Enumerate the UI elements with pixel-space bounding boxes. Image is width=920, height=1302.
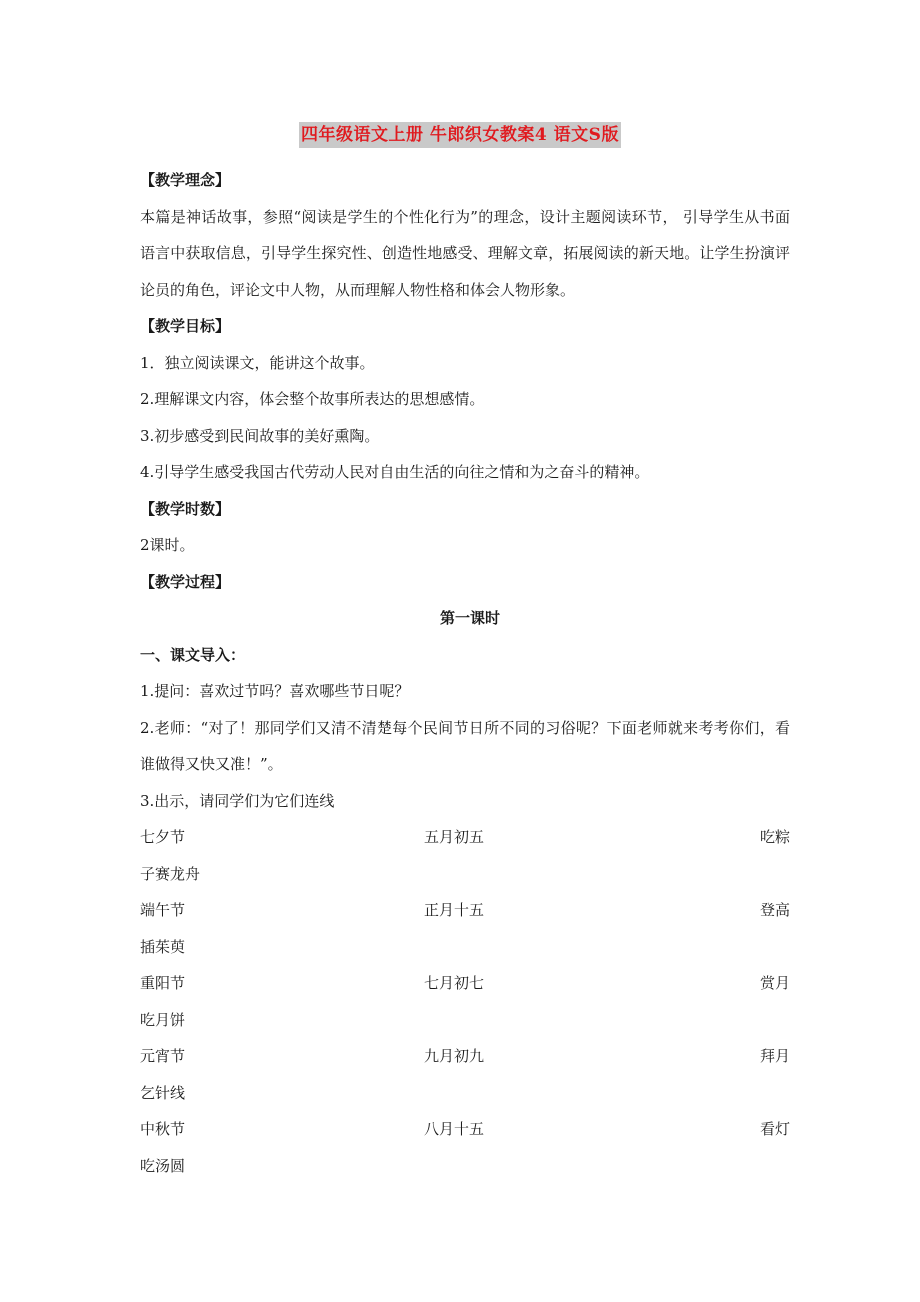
festival-custom: 登高 xyxy=(759,901,790,919)
festival-row xyxy=(140,819,790,856)
goal-item-1: 1．独立阅读课文，能讲这个故事。 xyxy=(140,353,375,372)
festival-name: 重阳节 xyxy=(140,974,186,992)
festival-row xyxy=(140,965,790,1002)
festival-date: 五月初五 xyxy=(424,828,485,846)
philosophy-heading: 【教学理念】 xyxy=(140,171,231,189)
goal-item-4: 4.引导学生感受我国古代劳动人民对自由生活的向往之情和为之奋斗的精神。 xyxy=(140,463,650,481)
festival-custom-continued: 插茱萸 xyxy=(140,937,186,956)
festival-custom-continued: 子赛龙舟 xyxy=(140,864,201,883)
festival-date: 正月十五 xyxy=(424,901,485,919)
philosophy-paragraph: 本篇是神话故事，参照“阅读是学生的个性化行为”的理念，设计主题阅读环节， 引导学生从书面语言中获取信息，引导学生探究性、创造性地感受、理解文章，拓展阅读的新天地。让学生扮演评论员的角色，评论文中人物，从而理解人物性格和体会人物形象。 xyxy=(140,207,791,299)
intro-heading: 一、课文导入： xyxy=(140,645,246,664)
festival-row xyxy=(140,892,790,929)
festival-custom: 赏月 xyxy=(759,974,790,992)
document-title: 四年级语文上册 牛郎织女教案4 语文S版 xyxy=(299,122,621,148)
step-2: 2.老师：“对了！那同学们又清不清楚每个民间节日所不同的习俗呢？下面老师就来考考你们，看谁做得又快又准！”。 xyxy=(140,718,790,773)
step-1: 1.提问：喜欢过节吗？喜欢哪些节日呢？ xyxy=(140,682,410,700)
festival-name: 元宵节 xyxy=(140,1047,186,1065)
festival-row xyxy=(140,1111,790,1148)
festival-date: 七月初七 xyxy=(424,974,485,992)
festival-name: 中秋节 xyxy=(140,1120,186,1138)
title-wrapper xyxy=(0,122,920,148)
goal-item-3: 3.初步感受到民间故事的美好熏陶。 xyxy=(140,426,380,445)
goal-item-2: 2.理解课文内容，体会整个故事所表达的思想感情。 xyxy=(140,390,485,408)
hours-heading: 【教学时数】 xyxy=(140,499,231,518)
festival-custom-continued: 吃汤圆 xyxy=(140,1156,186,1175)
lesson-title: 第一课时 xyxy=(439,609,500,627)
document-body xyxy=(140,162,790,1184)
festival-custom: 吃粽 xyxy=(759,828,790,846)
festival-custom: 拜月 xyxy=(759,1047,790,1065)
goals-heading: 【教学目标】 xyxy=(140,317,231,335)
festival-custom-continued: 吃月饼 xyxy=(140,1010,186,1029)
festival-custom-continued: 乞针线 xyxy=(140,1083,186,1102)
step-3: 3.出示，请同学们为它们连线 xyxy=(140,791,335,810)
process-heading: 【教学过程】 xyxy=(140,572,231,591)
festival-date: 九月初九 xyxy=(424,1047,485,1065)
festival-table xyxy=(140,819,790,1184)
hours-text: 2课时。 xyxy=(140,536,195,554)
festival-name: 端午节 xyxy=(140,901,186,919)
festival-custom: 看灯 xyxy=(759,1120,790,1138)
festival-row xyxy=(140,1038,790,1075)
festival-date: 八月十五 xyxy=(424,1120,485,1138)
festival-name: 七夕节 xyxy=(140,828,186,846)
